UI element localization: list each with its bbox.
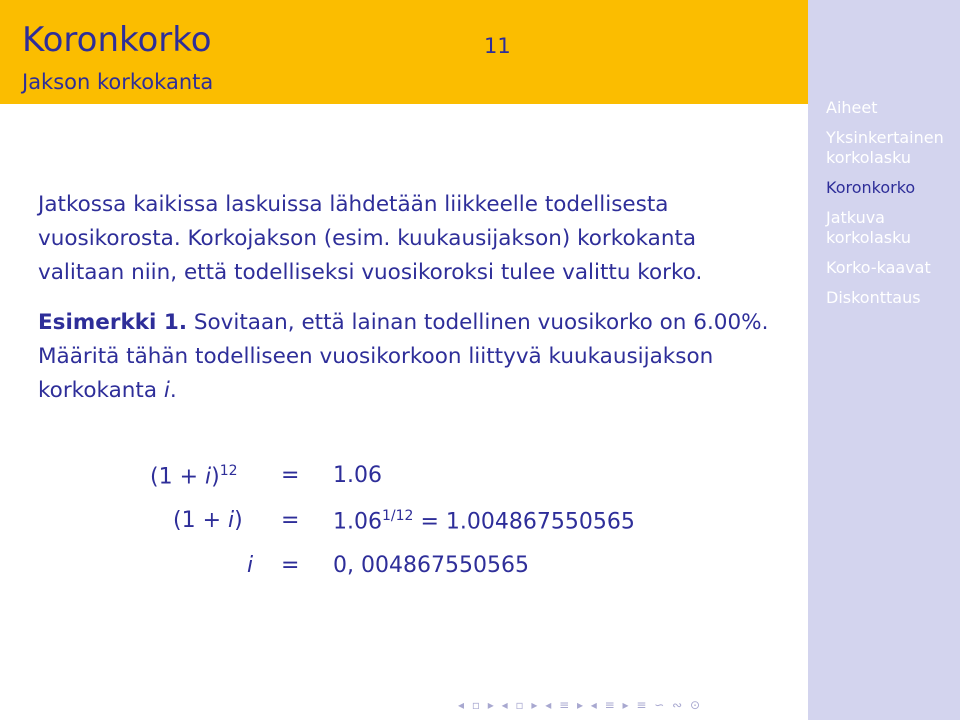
eq3-rhs: 0, 004867550565 — [333, 553, 529, 578]
eq3-equals: = — [281, 553, 300, 578]
sidebar-nav — [826, 98, 956, 318]
eq2-rhs: $1.06^{1/12} = 1.004867550565$ — [333, 508, 635, 535]
sidebar-item-koronkorko[interactable]: Koronkorko — [826, 178, 916, 197]
example-variable: i — [163, 378, 170, 403]
example-period: . — [169, 378, 177, 403]
sidebar-item-yksinkertainen-korkolasku[interactable]: Yksinkertainen korkolasku — [826, 128, 944, 167]
sidebar-item-korko-kaavat[interactable]: Korko-kaavat — [826, 258, 931, 277]
intro-paragraph: Jatkossa kaikissa laskuissa lähdetään liikkeelle todellisesta vuosikorosta. Korkojakson (esim. kuukausijakson) korkokanta valitaan niin, että todelliseksi vuosikoroksi tulee valittu korko. — [38, 192, 703, 285]
sidebar-item-diskonttaus[interactable]: Diskonttaus — [826, 288, 921, 307]
sidebar — [808, 0, 960, 720]
beamer-navigation-icons[interactable]: ◂ ▫ ▸ ◂ ▫ ▸ ◂ ≡ ▸ ◂ ≡ ▸ ≡ ∽ ∾ ⊙ — [458, 698, 702, 712]
eq3-lhs: i — [247, 553, 254, 578]
eq2-lhs: (1 + i) — [173, 508, 243, 533]
slide-title: Koronkorko — [22, 20, 212, 60]
example-text: Sovitaan, että lainan todellinen vuosikorko on 6.00%. Määritä tähän todelliseen vuosikorkoon liittyvä kuukausijakson korkokanta — [38, 310, 769, 403]
sidebar-item-jatkuva-korkolasku[interactable]: Jatkuva korkolasku — [826, 208, 912, 247]
eq1-lhs: $(1 + i)^{12}$ — [150, 463, 238, 490]
page-number: 11 — [484, 34, 511, 58]
example-label: Esimerkki 1. — [38, 310, 188, 335]
sidebar-item-aiheet[interactable]: Aiheet — [826, 98, 878, 117]
eq1-equals: = — [281, 463, 300, 488]
eq2-equals: = — [281, 508, 300, 533]
eq1-rhs: 1.06 — [333, 463, 382, 488]
slide-subtitle: Jakson korkokanta — [22, 70, 214, 94]
